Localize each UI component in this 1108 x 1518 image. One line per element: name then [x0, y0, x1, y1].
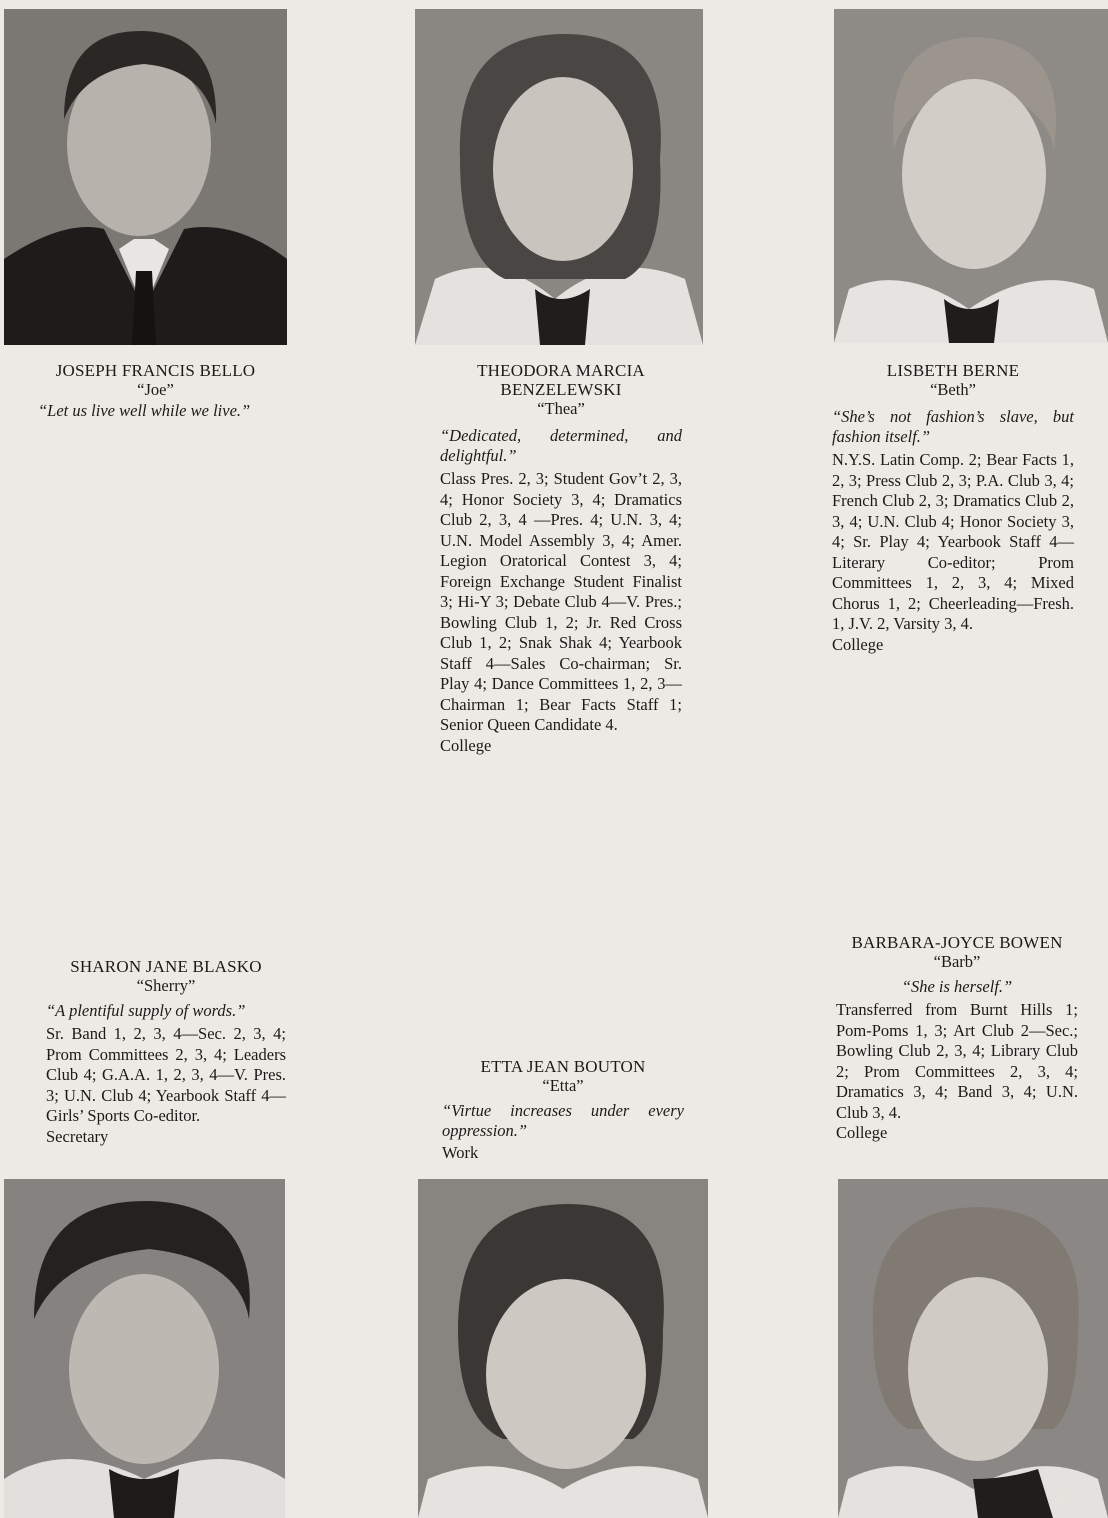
portrait-photo-berne — [834, 9, 1108, 343]
student-destination: College — [836, 1123, 888, 1142]
student-nickname: “Beth” — [930, 380, 976, 399]
portrait-photo-bowen — [838, 1179, 1108, 1518]
student-nickname: “Thea” — [537, 399, 585, 418]
portrait-photo-bouton — [418, 1179, 708, 1518]
student-name: LISBETH BERNE — [886, 361, 1020, 380]
student-nickname: “Etta” — [542, 1076, 584, 1095]
student-name: BARBARA-JOYCE BOWEN — [851, 933, 1063, 952]
student-name: ETTA JEAN BOUTON — [480, 1057, 646, 1076]
student-entry-benzelewski — [440, 361, 682, 756]
portrait-photo-benzelewski — [415, 9, 703, 345]
student-entry-berne — [832, 361, 1074, 655]
student-quote: “She is herself.” — [901, 977, 1013, 996]
student-name: JOSEPH FRANCIS BELLO — [55, 361, 256, 380]
student-activities: Transferred from Burnt Hills 1; Pom-Poms 1, 3; Art Club 2—Sec.; Bowling Club 2, 3, 4; Library Club 2; Prom Committees 2, 3, 4; Dramatics 3, 4; Band 3, 4; U.N. Club 3, 4. — [836, 1000, 1078, 1122]
student-destination: Secretary — [46, 1126, 109, 1146]
student-quote: “She’s not fashion’s slave, but fashion itself.” — [832, 407, 1074, 446]
student-nickname: “Barb” — [933, 952, 981, 971]
student-entry-bello — [38, 361, 273, 421]
student-activities: N.Y.S. Latin Comp. 2; Bear Facts 1, 2, 3; Press Club 2, 3; P.A. Club 3, 4; French Club 2, 3; Dramatics Club 2, 3, 4; U.N. Club 4; Honor Society 3, 4; Sr. Play 4; Yearbook Staff 4—Literary Co-editor; Prom Committees 1, 2, 3, 4; Mixed Chorus 1, 2; Cheerleading—Fresh. 1, J.V. 2, Varsity 3, 4. — [832, 450, 1074, 633]
student-name: SHARON JANE BLASKO — [70, 957, 262, 976]
student-activities: Sr. Band 1, 2, 3, 4—Sec. 2, 3, 4; Prom Committees 2, 3, 4; Leaders Club 4; G.A.A. 1, 2, 3, 4—V. Pres. 3; U.N. Club 4; Yearbook Staff 4— Girls’ Sports Co-editor. — [46, 1024, 286, 1125]
student-destination: College — [440, 735, 492, 755]
student-destination: College — [832, 634, 884, 654]
student-quote: “Dedicated, determined, and delightful.” — [440, 426, 682, 465]
portrait-photo-bello — [4, 9, 287, 345]
student-name: THEODORA MARCIA BENZELEWSKI — [477, 361, 645, 399]
student-quote: “Let us live well while we live.” — [38, 401, 251, 420]
student-destination: Work — [442, 1143, 479, 1162]
portrait-photo-blasko — [4, 1179, 285, 1518]
student-entry-bowen — [836, 933, 1078, 1143]
student-entry-bouton — [442, 1057, 684, 1163]
page-number: 21 — [1054, 1490, 1070, 1506]
student-quote: “A plentiful supply of words.” — [46, 1001, 246, 1020]
student-entry-blasko — [46, 957, 286, 1147]
student-quote: “Virtue increases under every oppression.” — [442, 1101, 684, 1140]
student-activities: Class Pres. 2, 3; Student Gov’t 2, 3, 4; Honor Society 3, 4; Dramatics Club 2, 3, 4 —Pres. 4; U.N. 3, 4; U.N. Model Assembly 3, 4; Amer. Legion Oratorical Contest 3, 4; Foreign Exchange Student Finalist 3; Hi-Y 3; Debate Club 4—V. Pres.; Bowling Club 1, 2; Jr. Red Cross Club 1, 2; Snak Shak 4; Yearbook Staff 4—Sales Co-chairman; Sr. Play 4; Dance Committees 1, 2, 3—Chairman 1; Bear Facts Staff 1; Senior Queen Candidate 4. — [440, 469, 682, 734]
student-nickname: “Sherry” — [136, 976, 196, 995]
student-nickname: “Joe” — [137, 380, 174, 399]
